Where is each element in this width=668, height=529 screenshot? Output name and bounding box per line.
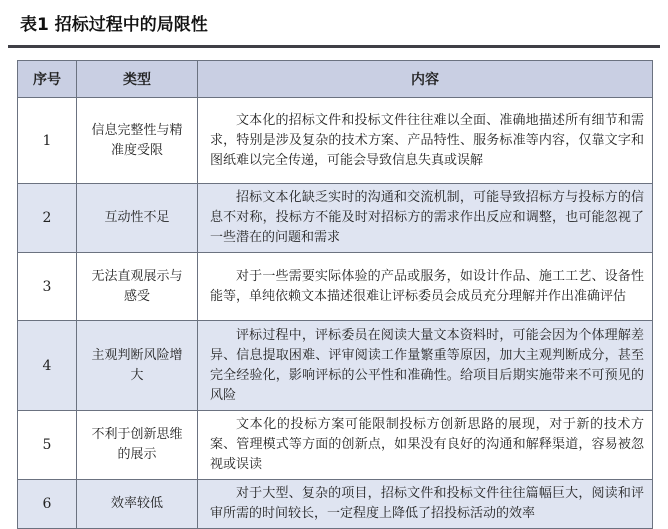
header-row — [18, 61, 653, 98]
row-content: 招标文本化缺乏实时的沟通和交流机制，可能导致招标方与投标方的信息不对称，投标方不能及时对招标方的需求作出反应和调整，也可能忽视了一些潜在的问题和需求 — [198, 184, 653, 253]
row-content: 文本化的投标方案可能限制投标方创新思路的展现，对于新的技术方案、管理模式等方面的创新点，如果没有良好的沟通和解释渠道，容易被忽视或误读 — [198, 411, 653, 480]
row-type: 效率较低 — [77, 480, 198, 529]
header-num: 序号 — [18, 61, 77, 98]
row-type: 主观判断风险增大 — [77, 321, 198, 411]
row-type: 互动性不足 — [77, 184, 198, 253]
table-row — [18, 321, 653, 411]
header-type: 类型 — [77, 61, 198, 98]
row-content: 文本化的招标文件和投标文件往往难以全面、准确地描述所有细节和需求，特别是涉及复杂的技术方案、产品特性、服务标准等内容，仅靠文字和图纸难以完全传递，可能会导致信息失真或误解 — [198, 98, 653, 184]
row-content: 评标过程中，评标委员在阅读大量文本资料时，可能会因为个体理解差异、信息提取困难、评审阅读工作量繁重等原因，加大主观判断成分，甚至完全经验化，影响评标的公平性和准确性。给项目后期实施带来不可预见的风险 — [198, 321, 653, 411]
caption-rule — [8, 45, 660, 48]
row-type: 无法直观展示与感受 — [77, 253, 198, 321]
header-content: 内容 — [198, 61, 653, 98]
row-num: 4 — [18, 321, 77, 411]
row-num: 3 — [18, 253, 77, 321]
row-type: 不利于创新思维的展示 — [77, 411, 198, 480]
row-num: 1 — [18, 98, 77, 184]
table-row — [18, 184, 653, 253]
row-num: 2 — [18, 184, 77, 253]
row-content: 对于一些需要实际体验的产品或服务，如设计作品、施工工艺、设备性能等，单纯依赖文本描述很难让评标委员会成员充分理解并作出准确评估 — [198, 253, 653, 321]
row-content: 对于大型、复杂的项目，招标文件和投标文件往往篇幅巨大，阅读和评审所需的时间较长，一定程度上降低了招投标活动的效率 — [198, 480, 653, 529]
limitations-table — [17, 60, 653, 529]
table-caption: 表1 招标过程中的局限性 — [20, 15, 208, 35]
row-num: 5 — [18, 411, 77, 480]
table-row — [18, 480, 653, 529]
row-num: 6 — [18, 480, 77, 529]
row-type: 信息完整性与精准度受限 — [77, 98, 198, 184]
table-row — [18, 253, 653, 321]
table-row — [18, 98, 653, 184]
table-row — [18, 411, 653, 480]
